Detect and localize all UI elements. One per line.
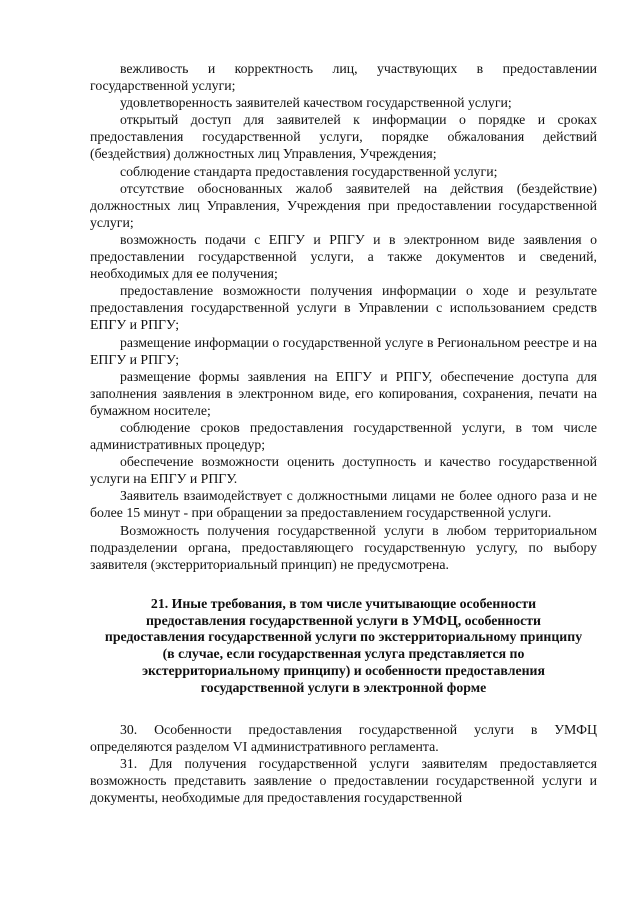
document-page [90,60,597,806]
paragraph-standard-compliance: соблюдение стандарта предоставления государственной услуги; [120,163,498,179]
paragraph-electronic-submission: возможность подачи с ЕПГУ и РПГУ и в электронном виде заявления о предоставлении государственной услуги, а также документов и сведений, необходимых для ее получения; [90,231,597,282]
paragraph-registry-placement: размещение информации о государственной услуге в Региональном реестре и на ЕПГУ и РПГУ; [90,334,597,367]
paragraph-item-30: 30. Особенности предоставления государственной услуги в УМФЦ определяются разделом VI административного регламента. [90,721,597,754]
section-heading: 21. Иные требования, в том числе учитывающие особенности предоставления государственной услуги в УМФЦ, особенности предоставления государственной услуги по экстерриториальному принципу (в случае, если государственная услуга представляется по экстерриториальному принципу) и особенности предоставления государственной услуги в электронной форме [104,595,583,695]
paragraph-form-placement: размещение формы заявления на ЕПГУ и РПГУ, обеспечение доступа для заполнения заявления в электронном виде, его копирования, сохранения, печати на бумажном носителе; [90,368,597,418]
paragraph-deadlines: соблюдение сроков предоставления государственной услуги, в том числе административных процедур; [90,419,597,453]
paragraph-extraterritorial: Возможность получения государственной услуги в любом территориальном подразделении органа, предоставляющего государственную услугу, по выбору заявителя (экстерриториальный принцип) не предусмотрена. [90,522,597,572]
paragraph-courtesy: вежливость и корректность лиц, участвующих в предоставлении государственной услуги; [90,61,597,94]
paragraph-no-complaints: отсутствие обоснованных жалоб заявителей на действия (бездействие) должностных лиц Управления, Учреждения при предоставлении государственной услуги; [90,180,597,230]
paragraph-satisfaction: удовлетворенность заявителей качеством государственной услуги; [120,95,512,111]
paragraph-progress-information: предоставление возможности получения информации о ходе и результате предоставления государственной услуги в Управлении с использованием средств ЕПГУ и РПГУ; [90,283,597,333]
paragraph-quality-assessment: обеспечение возможности оценить доступность и качество государственной услуги на ЕПГУ и РПГУ. [90,454,597,487]
paragraph-interaction-limit: Заявитель взаимодействует с должностными лицами не более одного раза и не более 15 минут - при обращении за предоставлением государственной услуги. [90,488,597,521]
paragraph-item-31: 31. Для получения государственной услуги заявителям предоставляется возможность представить заявление о предоставлении государственной услуги и документы, необходимые для предоставления государственной [90,755,597,805]
paragraph-open-access: открытый доступ для заявителей к информации о порядке и сроках предоставления государственной услуги, порядке обжалования действий (бездействия) должностных лиц Управления, Учреждения; [90,112,597,162]
